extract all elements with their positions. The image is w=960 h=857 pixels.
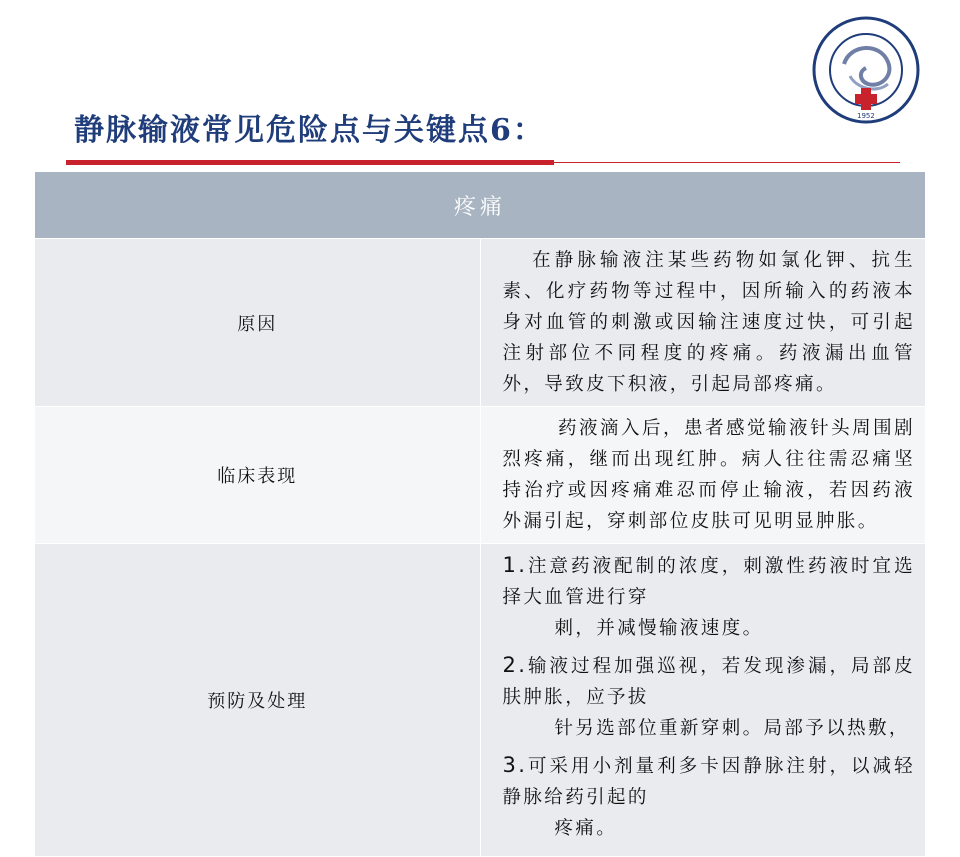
list-item-number: 3. — [502, 753, 528, 777]
table-row-cause — [35, 239, 926, 407]
row-content-cause: 在静脉输液注某些药物如氯化钾、抗生素、化疗药物等过程中，因所输入的药液本身对血管的刺激或因输注速度过快，可引起注射部位不同程度的疼痛。药液漏出血管外，导致皮下积液，引起局部疼痛。 — [480, 239, 926, 407]
list-item-continuation: 刺，并减慢输液速度。 — [554, 618, 764, 639]
hospital-logo-icon — [810, 14, 922, 126]
row-label-prevention: 预防及处理 — [35, 544, 481, 857]
logo-year: 1952 — [857, 112, 875, 120]
list-item — [503, 550, 916, 644]
table-row-prevention — [35, 544, 926, 857]
row-content-symptoms: 药液滴入后，患者感觉输液针头周围剧烈疼痛，继而出现红肿。病人往往需忍痛坚持治疗或因疼痛难忍而停止输液，若因药液外漏引起，穿刺部位皮肤可见明显肿胀。 — [480, 407, 926, 544]
list-item-number: 2. — [502, 653, 528, 677]
list-item-first-line — [503, 550, 916, 613]
list-item-continuation: 疼痛。 — [554, 818, 618, 839]
list-item-text: 注意药液配制的浓度，刺激性药液时宜选择大血管进行穿 — [502, 556, 915, 608]
slide-title: 静脉输液常见危险点与关键点6： — [74, 113, 545, 148]
list-item-continuation: 针另选部位重新穿刺。局部予以热敷， — [554, 718, 910, 739]
list-item-first-line — [503, 650, 916, 713]
list-item-first-line — [503, 750, 916, 813]
list-item — [503, 650, 916, 744]
title-underline-accent — [66, 160, 554, 165]
row-label-cause: 原因 — [35, 239, 481, 407]
row-label-symptoms: 临床表现 — [35, 407, 481, 544]
info-table — [34, 171, 926, 857]
row-content-prevention — [480, 544, 926, 857]
list-item-text: 可采用小剂量利多卡因静脉注射，以减轻静脉给药引起的 — [502, 756, 915, 808]
table-header-row — [35, 172, 926, 239]
list-item-text: 输液过程加强巡视，若发现渗漏，局部皮肤肿胀，应予拔 — [502, 656, 915, 708]
list-item — [503, 750, 916, 844]
list-item-number: 1. — [502, 553, 528, 577]
table-header: 疼痛 — [35, 172, 926, 239]
table-row-symptoms — [35, 407, 926, 544]
hospital-logo — [810, 14, 922, 126]
